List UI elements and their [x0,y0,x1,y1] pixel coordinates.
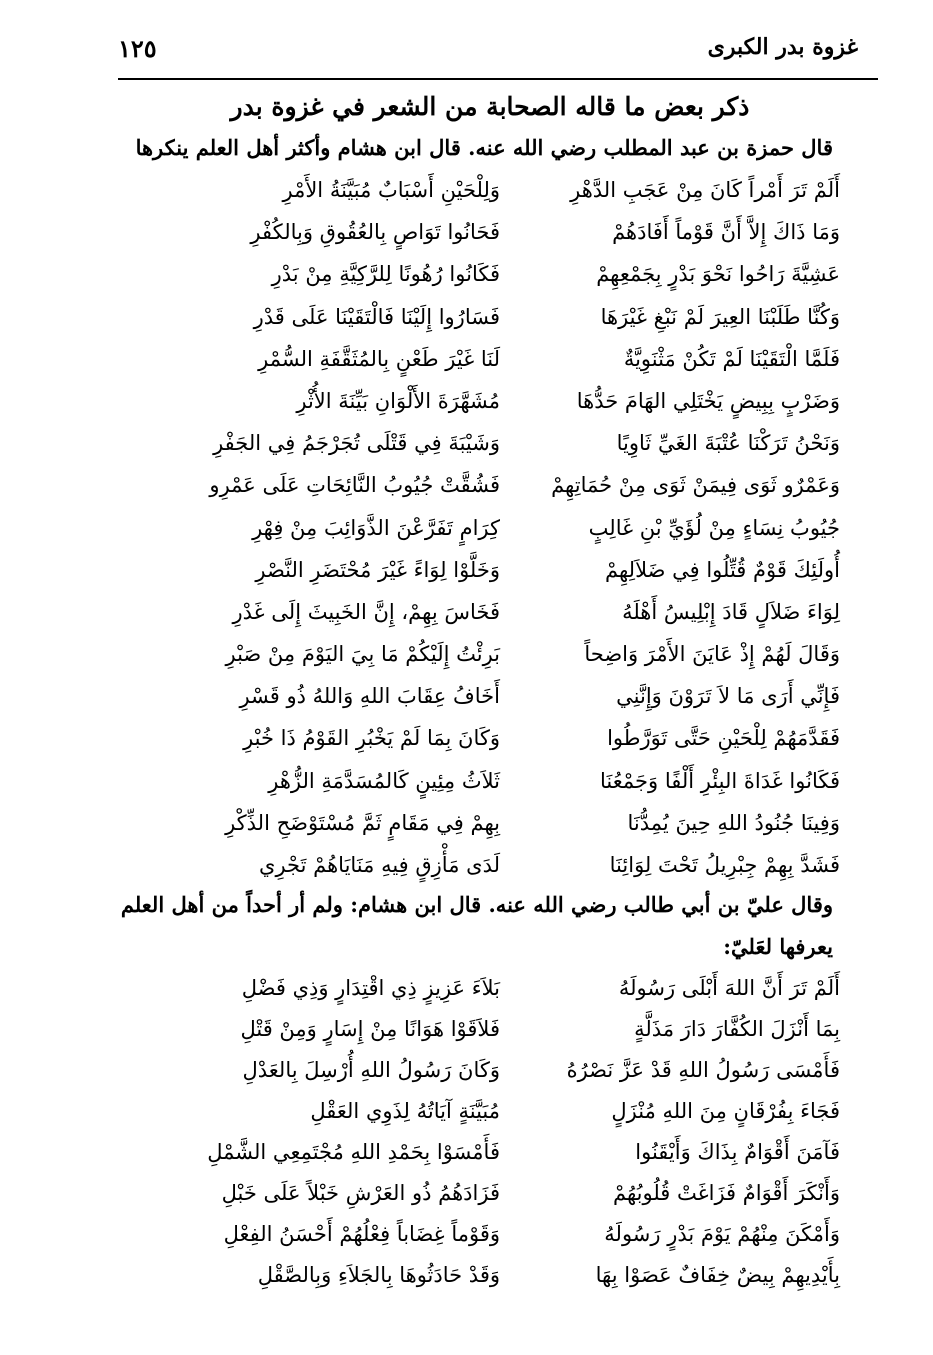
second-hemistich: فَزَادَهُمُ ذُو العَرْشِ خَبْلاً عَلَى خَبْلِ [221,1181,500,1205]
poem-1-intro: قال حمزة بن عبد المطلب رضي الله عنه. قال ابن هشام وأكثر أهل العلم ينكرها [135,135,833,160]
first-hemistich: بِمَا أَنْزَلَ الكُفَّارَ دَارَ مَذَلَّةٍ [634,1017,840,1041]
first-hemistich: جُيُوبُ نِسَاءٍ مِنْ لُؤَيِّ بْنِ غَالِبٍ [588,515,840,540]
verse-line [170,381,840,423]
verse-line [170,676,840,718]
verse-line [170,634,840,676]
first-hemistich: وَكُنَّا طَلَبْنَا العِيرَ لَمْ نَبْغِ غَيْرَهَا [600,304,840,329]
first-hemistich: فَأَمْسَى رَسُولُ اللهِ قَدْ عَزَّ نَصْرُهُ [566,1058,840,1082]
second-hemistich: فَلاَقَوْا هَوَانًا مِنْ إِسَارٍ وَمِنْ قَتْلِ [240,1017,500,1041]
second-hemistich: لَنَا غَيْرَ طَعْنٍ بِالمُثَقَّفَةِ السُّمْرِ [258,346,500,371]
second-hemistich: وَلِلْحَيْنِ أَسْبَابٌ مُبَيَّنَةُ الأَمْرِ [282,178,500,202]
second-hemistich: فَشُقَّتْ جُيُوبُ النَّائِحَاتِ عَلَى عَمْرِو [209,473,500,498]
page-header [118,32,858,76]
first-hemistich: لِوَاءَ ضَلاَلٍ قَادَ إِبْلِيسُ أَهْلَهُ [622,599,840,624]
first-hemistich: أَلَمْ تَرَ أَمْراً كَانَ مِنْ عَجَبِ الدَّهْرِ [570,178,840,202]
second-hemistich: مُبَيَّنَةٍ آيَاتُهُ لِذَوِي العَقْلِ [310,1099,500,1123]
header-rule [118,78,878,80]
verse-line [170,297,840,339]
verse-line [170,845,840,887]
verse-line [170,508,840,550]
verse-line [170,550,840,592]
second-hemistich: فَحَانُوا تَوَاصٍ بِالعُقُوقِ وَبِالكُفْرِ [250,220,500,245]
poem-2 [170,968,840,1296]
verse-line [170,1091,840,1132]
first-hemistich: أَلَمْ تَرَ أَنَّ اللهَ أَبْلَى رَسُولَهُ [618,976,840,1000]
second-hemistich: لَدَى مَأْزِقٍ فِيهِ مَنَايَاهُمْ تَجْرِي [259,853,500,877]
verse-line [170,1255,840,1296]
verse-line [170,592,840,634]
running-head-title: غزوة بدر الكبرى [707,34,858,60]
second-hemistich: أَخَافُ عِقَابَ اللهِ وَاللهُ ذُو قَسْرِ [239,684,500,709]
verse-line [170,423,840,465]
first-hemistich: بِأَيْدِيهِمْ بِيضٌ خِفَافٌ عَصَوْا بِهَا [595,1263,840,1287]
second-hemistich: فَأَمْسَوْا بِحَمْدِ اللهِ مُجْتَمِعِي الشَّمْلِ [207,1140,500,1164]
first-hemistich: وَنَحْنُ تَرَكْنَا عُتْبَةَ الغَيِّ ثَاوِيًا [616,431,840,456]
page-number: ١٢٥ [118,34,157,63]
second-hemistich: وَكَانَ بِمَا لَمْ يَخْبُرِ القَوْمُ ذَا خُبْرِ [243,726,500,751]
poem-2-intro-line-2: يعرفها لعَليّ: [723,934,833,959]
verse-line [170,968,840,1009]
verse-line [170,1214,840,1255]
first-hemistich: فَقَدَّمَهُمْ لِلْحَيْنِ حَتَّى تَوَرَّطُوا [607,726,840,751]
first-hemistich: وَمَا ذَاكَ إِلاَّ أَنَّ قَوْماً أَفَادَهُمْ [612,220,840,245]
verse-line [170,761,840,803]
section-title: ذكر بعض ما قاله الصحابة من الشعر في غزوة بدر [230,92,750,121]
verse-line [170,212,840,254]
verse-line [170,1009,840,1050]
second-hemistich: بَرِئْتُ إِلَيْكُمْ مَا بِيَ اليَوْمَ مِنْ صَبْرِ [225,642,500,667]
second-hemistich: بِهِمْ فِي مَقَامٍ ثَمَّ مُسْتَوْضَحِ الذِّكْرِ [225,810,500,835]
second-hemistich: وَقَدْ حَادَثُوهَا بِالجَلاَءِ وَبِالصَّقْلِ [257,1263,500,1287]
second-hemistich: فَسَارُوا إِلَيْنَا فَالْتَقَيْنَا عَلَى قَدْرِ [253,304,500,329]
poem-1 [170,170,840,887]
poem-2-intro-line-1: وقال عليّ بن أبي طالب رضي الله عنه. قال ابن هشام: ولم أر أحداً من أهل العلم [120,892,833,917]
verse-line [170,1132,840,1173]
first-hemistich: وَأَنْكَرَ أَقْوَامٌ فَزَاغَتْ قُلُوبُهُمْ [613,1181,840,1205]
verse-line [170,254,840,296]
first-hemistich: وَضَرْبٍ بِبِيضٍ يَخْتَلِي الهَامَ حَدُّهَا [576,388,840,413]
second-hemistich: بَلاَءَ عَزِيزٍ ذِي اقْتِدَارٍ وَذِي فَضْلِ [241,976,500,1000]
second-hemistich: ثَلاَثُ مِئِينٍ كَالمُسَدَّمَةِ الزُّهْرِ [268,768,500,793]
first-hemistich: وَعَمْرٌو ثَوَى فِيمَنْ ثَوَى مِنْ حُمَاتِهِمْ [551,473,840,498]
first-hemistich: عَشِيَّةَ رَاحُوا نَحْوَ بَدْرٍ بِجَمْعِهِمْ [596,262,840,287]
first-hemistich: وَقَالَ لَهُمْ إِذْ عَايَنَ الأَمْرَ وَاضِحاً [584,642,840,667]
first-hemistich: وَفِينَا جُنُودُ اللهِ حِينَ يُمِدُّنَا [627,810,840,835]
second-hemistich: وَكَانَ رَسُولُ اللهِ أُرْسِلَ بِالعَدْلِ [242,1058,500,1082]
verse-line [170,718,840,760]
second-hemistich: وَخَلَّوْا لِوَاءً غَيْرَ مُحْتَضَرِ النَّصْرِ [255,557,500,582]
second-hemistich: فَكَانُوا رُهُونًا لِلرَّكِيَّةِ مِنْ بَدْرِ [271,262,500,287]
first-hemistich: فَآمَنَ أَقْوَامٌ بِذَاكَ وَأَيْقَنُوا [635,1140,840,1164]
verse-line [170,1173,840,1214]
first-hemistich: فَلَمَّا الْتَقَيْنَا لَمْ تَكُنْ مَثْنَوِيَّةٌ [623,346,840,371]
verse-line [170,339,840,381]
verse-line [170,465,840,507]
second-hemistich: وَشَيْبَةَ فِي قَتْلَى تُجَرْجَمُ فِي الجَفْرِ [213,431,500,456]
second-hemistich: فَخَاسَ بِهِمْ، إِنَّ الخَبِيثَ إِلَى غَدْرِ [232,599,500,624]
verse-line [170,803,840,845]
verse-line [170,1050,840,1091]
second-hemistich: وَقَوْماً غِضَاباً فِعْلُهُمْ أَحْسَنُ الفِعْلِ [223,1222,500,1246]
verse-line [170,170,840,212]
first-hemistich: فَجَاءَ بِفُرْقَانٍ مِنَ اللهِ مُنْزَلٍ [611,1099,840,1123]
second-hemistich: كِرَامٍ تَفَرَّعْنَ الذَّوَائِبَ مِنْ فِهْرِ [252,515,500,540]
first-hemistich: أُولَئِكَ قَوْمٌ قُتِّلُوا فِي ضَلاَلِهِمْ [605,557,840,582]
first-hemistich: فَشَدَّ بِهِمْ جِبْرِيلُ تَحْتَ لِوَائِنَا [609,853,840,877]
first-hemistich: وَأَمْكَنَ مِنْهُمْ يَوْمَ بَدْرٍ رَسُولَهُ [604,1222,840,1246]
first-hemistich: فَإِنِّي أَرَى مَا لاَ تَرَوْنَ وَإِنَّنِي [616,684,840,709]
second-hemistich: مُشَهَّرَةَ الأَلْوَانِ بَيِّنَةَ الأُثْرِ [296,388,500,413]
first-hemistich: فَكَانُوا غَدَاةَ البِئْرِ أَلْفًا وَجَمْعُنَا [600,768,840,793]
